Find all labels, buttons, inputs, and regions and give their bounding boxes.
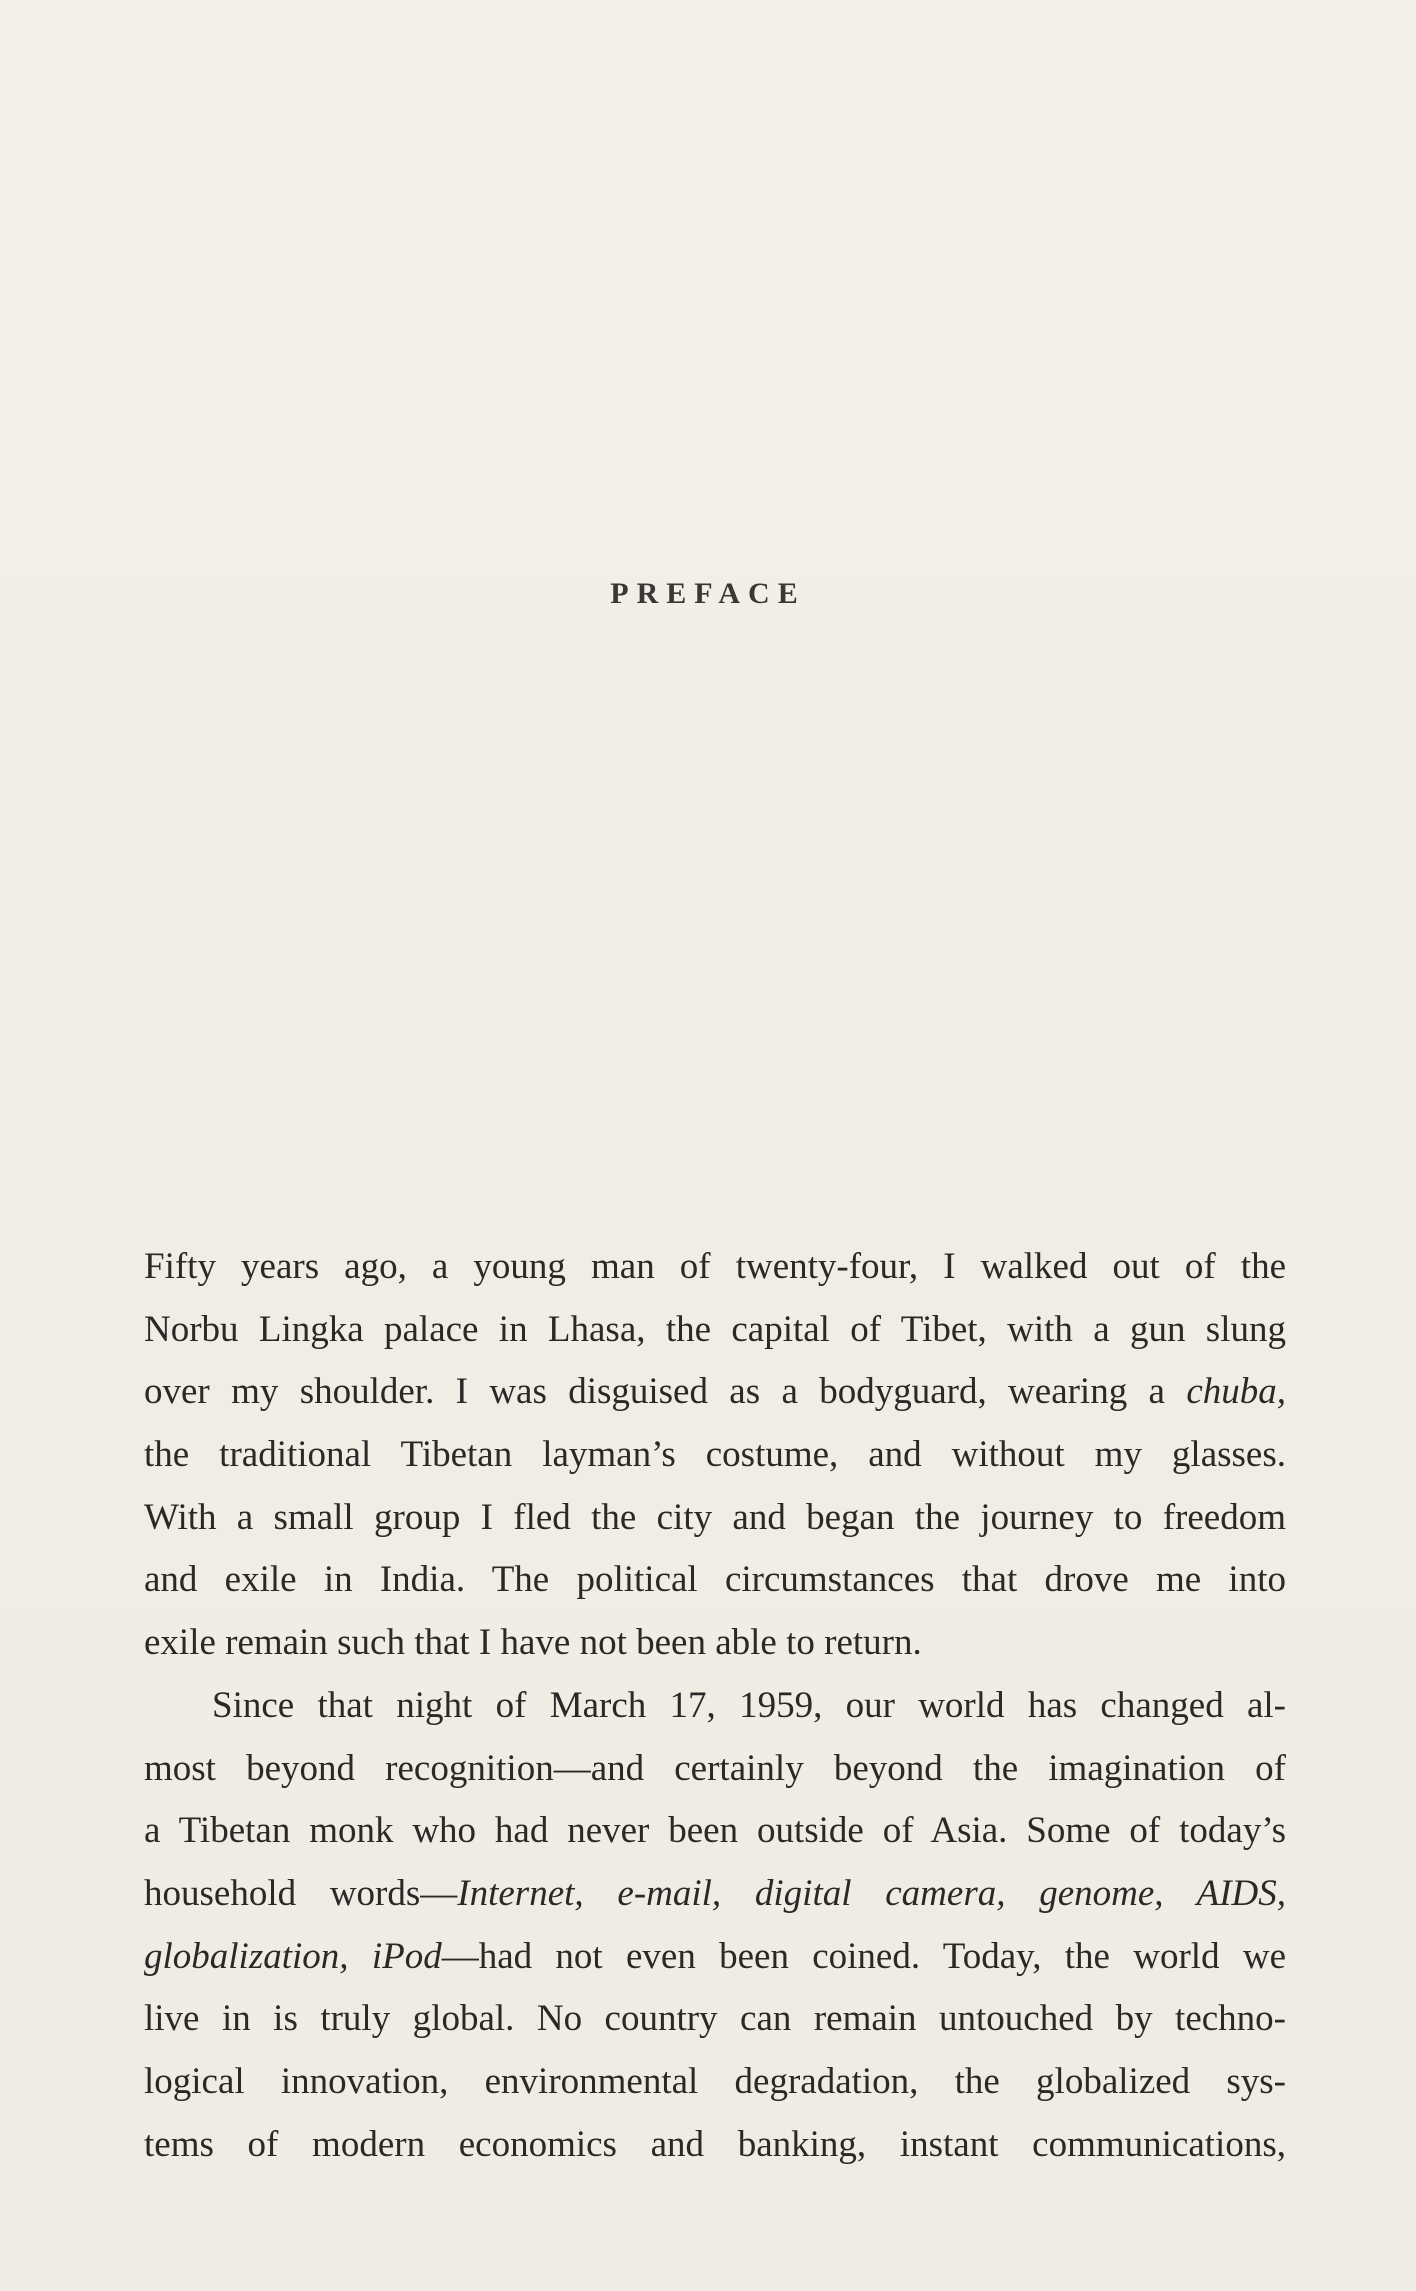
text-line: [144, 1612, 1286, 1675]
text-line: [144, 1800, 1286, 1863]
text-line: [144, 1299, 1286, 1362]
roman-text: household words—: [144, 1872, 458, 1914]
text-line: [144, 1675, 1286, 1738]
roman-text: live in is truly global. No country can remain untouched by techno-: [144, 1998, 1286, 2040]
text-line: [144, 1863, 1286, 1926]
italic-text: globalization, iPod: [144, 1935, 442, 1977]
body-text: [144, 1236, 1286, 2176]
roman-text: and exile in India. The political circumstances that drove me into: [144, 1559, 1286, 1601]
bleed-through-folio: [1264, 112, 1273, 150]
text-line: [144, 1236, 1286, 1299]
roman-text: Since that night of March 17, 1959, our world has changed al-: [212, 1684, 1286, 1726]
chapter-title: PREFACE: [610, 577, 806, 610]
roman-text: With a small group I fled the city and began the journey to freedom: [144, 1496, 1286, 1538]
text-line: [144, 1926, 1286, 1989]
bleed-through-running-head: [600, 118, 613, 148]
roman-text: —had not even been coined. Today, the world we: [441, 1935, 1286, 1977]
text-line: [144, 1988, 1286, 2051]
text-line: [144, 1738, 1286, 1801]
text-line: [144, 1361, 1286, 1424]
roman-text: a Tibetan monk who had never been outside of Asia. Some of today’s: [144, 1810, 1286, 1852]
roman-text: tems of modern economics and banking, instant communications,: [144, 2123, 1286, 2165]
roman-text: Norbu Lingka palace in Lhasa, the capital of Tibet, with a gun slung: [144, 1308, 1286, 1350]
roman-text: over my shoulder. I was disguised as a bodyguard, wearing a: [144, 1371, 1187, 1413]
text-line: [144, 1487, 1286, 1550]
text-line: [144, 2051, 1286, 2114]
roman-text: most beyond recognition—and certainly beyond the imagination of: [144, 1747, 1286, 1789]
text-line: [144, 2114, 1286, 2177]
italic-text: Internet, e-mail, digital camera, genome, AIDS,: [457, 1872, 1286, 1914]
roman-text: exile remain such that I have not been able to return.: [144, 1622, 922, 1664]
text-line: [144, 1424, 1286, 1487]
bleed-through-text: [150, 240, 1290, 303]
roman-text: the traditional Tibetan layman’s costume, and without my glasses.: [144, 1434, 1286, 1476]
roman-text: logical innovation, environmental degradation, the globalized sys-: [144, 2060, 1286, 2102]
roman-text: Fifty years ago, a young man of twenty-four, I walked out of the: [144, 1246, 1286, 1287]
italic-text: chuba,: [1186, 1371, 1286, 1413]
text-line: [144, 1549, 1286, 1612]
